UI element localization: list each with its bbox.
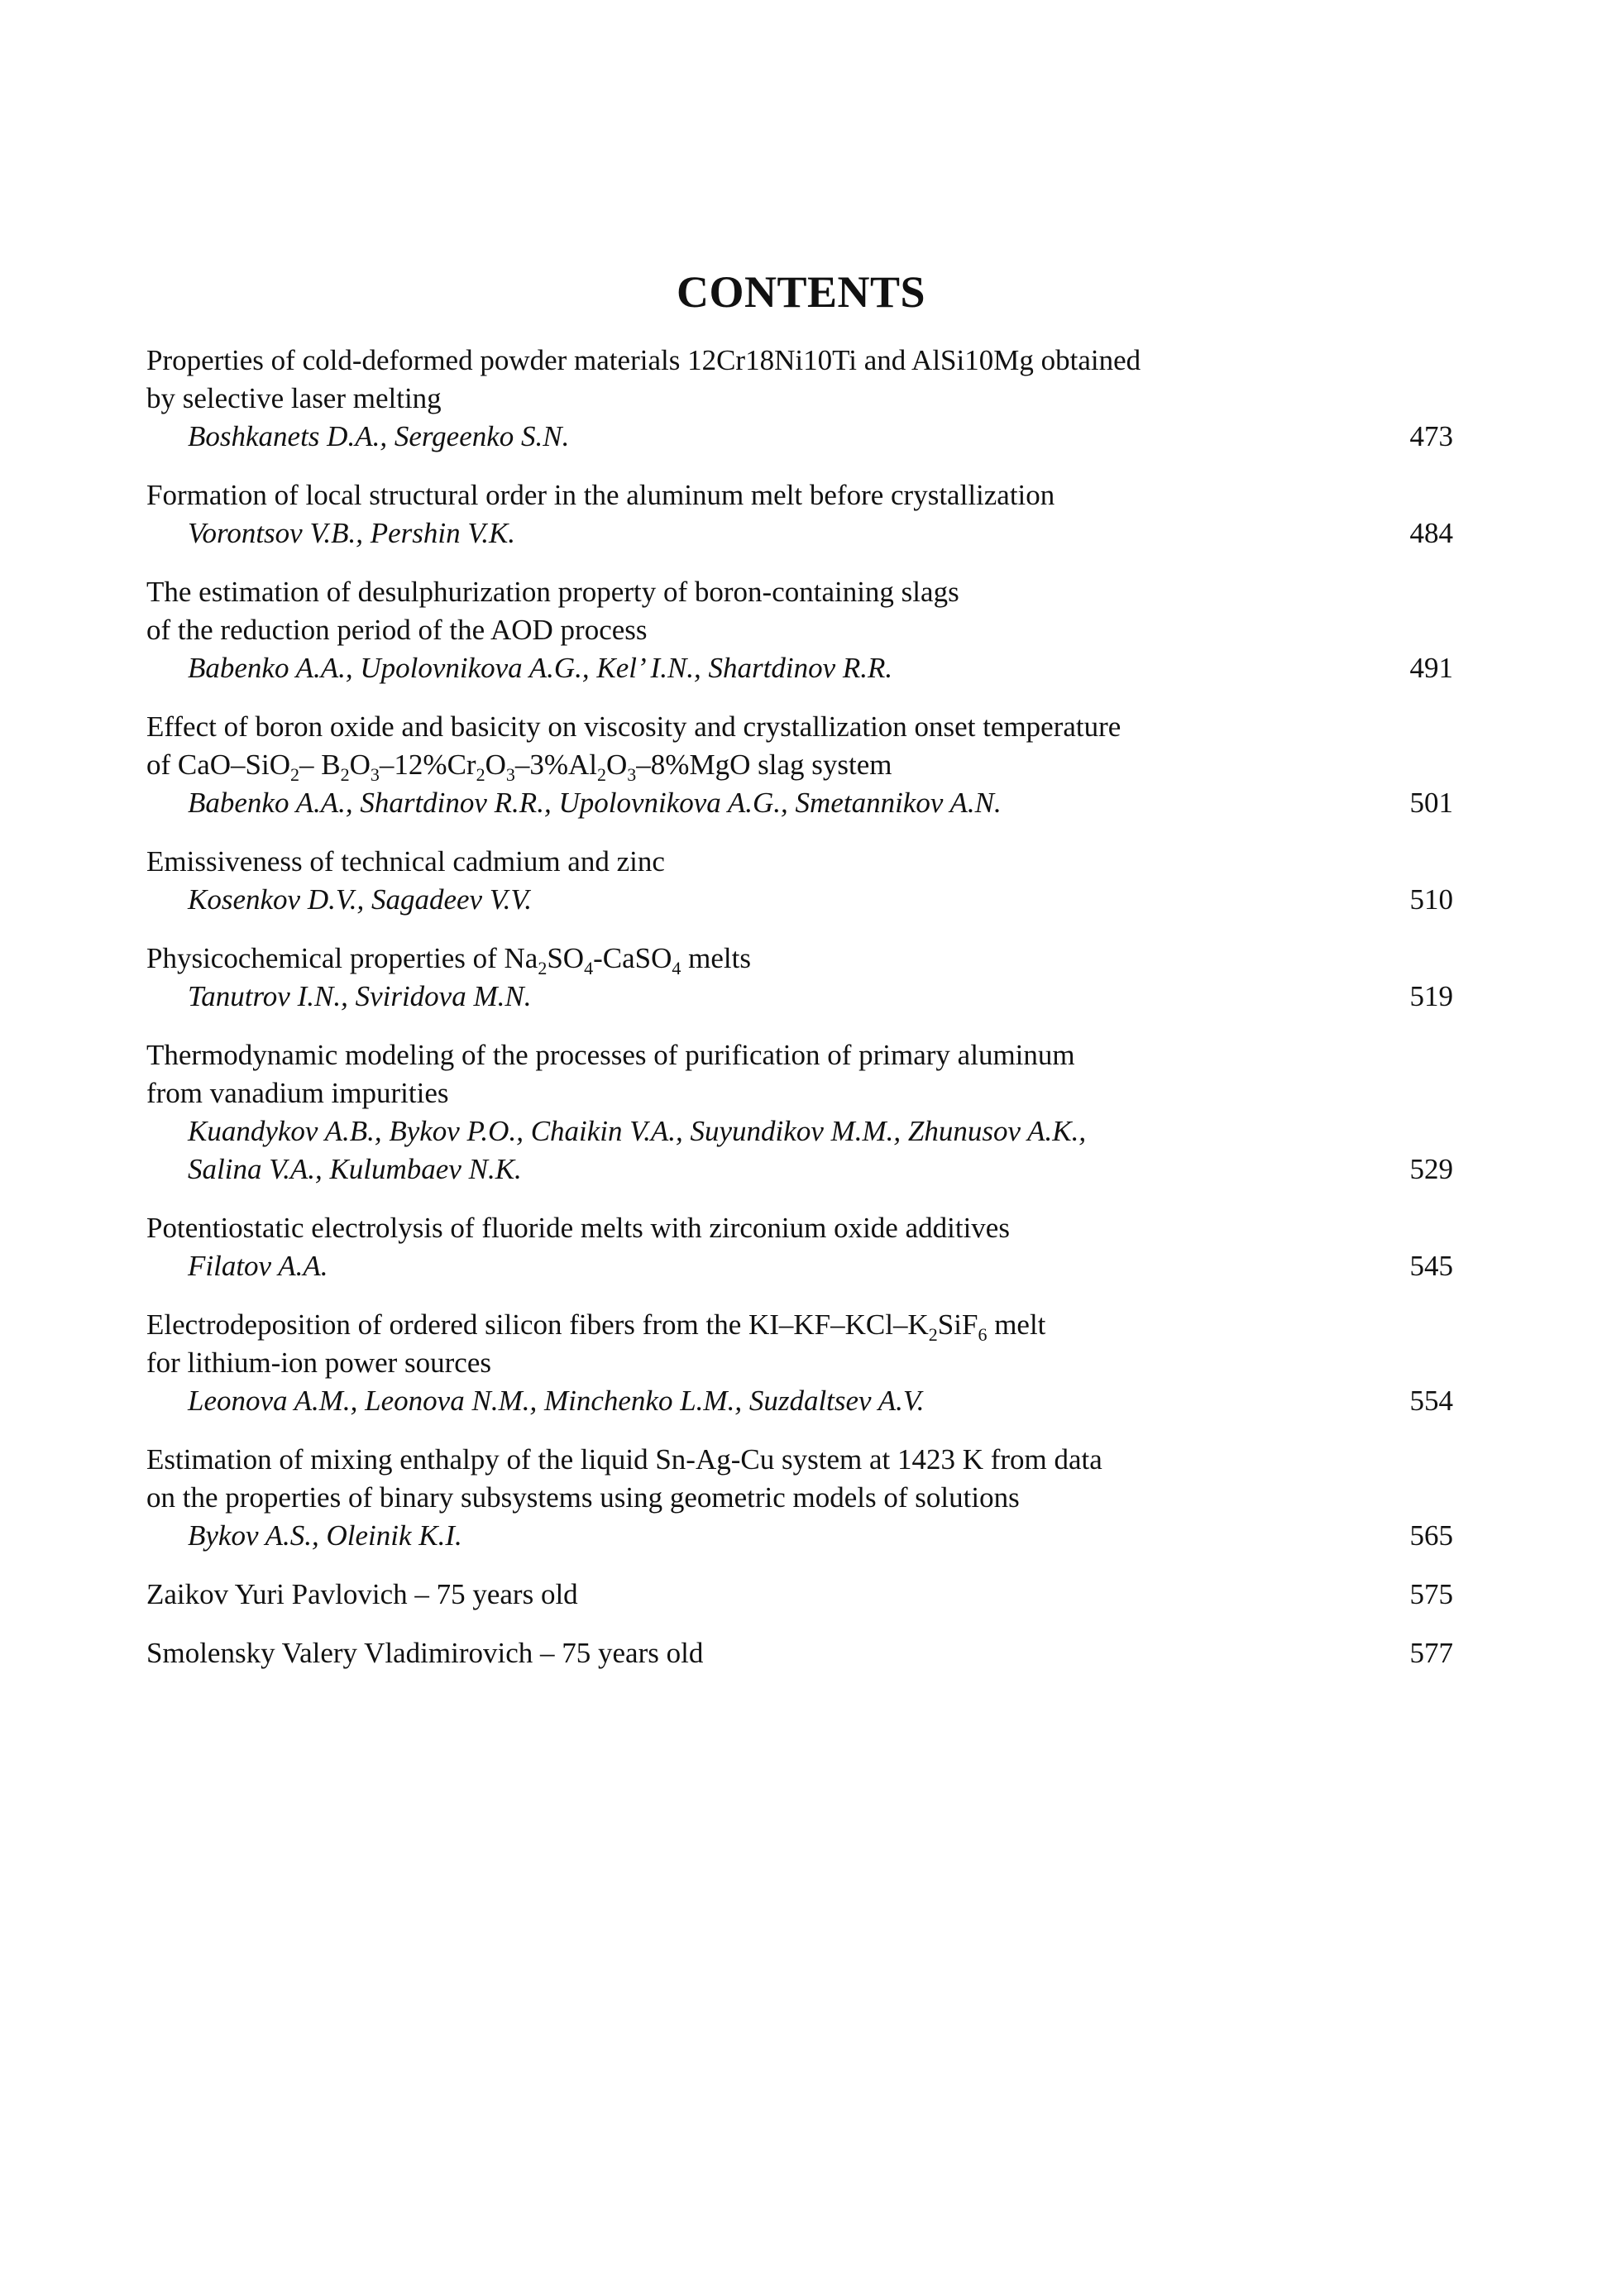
entry-page-number: 473 [1409, 420, 1453, 452]
toc-entry[interactable] [146, 1306, 1453, 1420]
entry-page-number: 575 [1409, 1578, 1453, 1610]
entry-title: Smolensky Valery Vladimirovich – 75 years old [146, 1637, 704, 1669]
entry-title: Formation of local structural order in the aluminum melt before crystallization [146, 479, 1055, 511]
toc-entry[interactable] [146, 1634, 1453, 1672]
toc-entry[interactable] [146, 1576, 1453, 1614]
toc-entry[interactable] [146, 476, 1453, 552]
toc-entry[interactable] [146, 1441, 1453, 1555]
entry-title: Zaikov Yuri Pavlovich – 75 years old [146, 1578, 578, 1610]
entry-authors: Kosenkov D.V., Sagadeev V.V. [188, 883, 533, 916]
entry-page-number: 501 [1409, 787, 1453, 819]
entry-page-number: 545 [1409, 1250, 1453, 1282]
entry-page-number: 484 [1409, 517, 1453, 549]
table-of-contents [146, 342, 1453, 1693]
toc-entry[interactable] [146, 843, 1453, 919]
entry-title: Potentiostatic electrolysis of fluoride melts with zirconium oxide additives [146, 1212, 1010, 1244]
entry-authors: Babenko A.A., Shartdinov R.R., Upolovnikova A.G., Smetannikov A.N. [188, 787, 1002, 819]
entry-title: Properties of cold-deformed powder materials 12Cr18Ni10Ti and AlSi10Mg obtained by selective laser melting [146, 344, 1141, 414]
toc-entry[interactable] [146, 342, 1453, 456]
entry-page-number: 529 [1409, 1153, 1453, 1185]
entry-page-number: 565 [1409, 1519, 1453, 1552]
entry-page-number: 577 [1409, 1637, 1453, 1669]
toc-entry[interactable] [146, 1209, 1453, 1285]
toc-entry[interactable] [146, 573, 1453, 687]
entry-page-number: 554 [1409, 1385, 1453, 1417]
entry-authors: Boshkanets D.A., Sergeenko S.N. [188, 420, 570, 452]
entry-authors: Tanutrov I.N., Sviridova M.N. [188, 980, 532, 1012]
entry-title: Estimation of mixing enthalpy of the liquid Sn-Ag-Cu system at 1423 K from data on the properties of binary subsystems using geometric models of solutions [146, 1443, 1102, 1514]
entry-title: Thermodynamic modeling of the processes of purification of primary aluminum from vanadium impurities [146, 1039, 1075, 1109]
page-title: CONTENTS [676, 267, 926, 317]
entry-authors: Babenko A.A., Upolovnikova A.G., Kel’ I.N., Shartdinov R.R. [188, 652, 893, 684]
entry-authors: Leonova A.M., Leonova N.M., Minchenko L.M., Suzdaltsev A.V. [188, 1385, 925, 1417]
entry-authors: Bykov A.S., Oleinik K.I. [188, 1519, 462, 1552]
entry-title: Effect of boron oxide and basicity on viscosity and crystallization onset temperature of CaO–SiO$_2$– $B_2O_3-12\%Cr_2O_3-3\%Al_2O_3-8\%MgO$ slag system [146, 710, 1121, 785]
toc-entry[interactable] [146, 1036, 1453, 1189]
entry-page-number: 510 [1409, 883, 1453, 916]
entry-title: Physicochemical properties of $Na_2SO_4-CaSO_4$ melts [146, 942, 751, 978]
entry-page-number: 519 [1409, 980, 1453, 1012]
entry-title: Electrodeposition of ordered silicon fibers from the $KI-KF-KCl-K_2SiF_6$ melt for lithium-ion power sources [146, 1308, 1046, 1379]
entry-page-number: 491 [1409, 652, 1453, 684]
entry-title: The estimation of desulphurization property of boron-containing slags of the reduction period of the AOD process [146, 576, 959, 646]
entry-title: Emissiveness of technical cadmium and zinc [146, 845, 665, 878]
entry-authors: Filatov A.A. [188, 1250, 328, 1282]
toc-entry[interactable] [146, 940, 1453, 1016]
toc-entry[interactable] [146, 708, 1453, 822]
entry-authors: Vorontsov V.B., Pershin V.K. [188, 517, 516, 549]
entry-authors: Kuandykov A.B., Bykov P.O., Chaikin V.A., Suyundikov M.M., Zhunusov A.K., Salina V.A., Kulumbaev N.K. [188, 1115, 1087, 1185]
